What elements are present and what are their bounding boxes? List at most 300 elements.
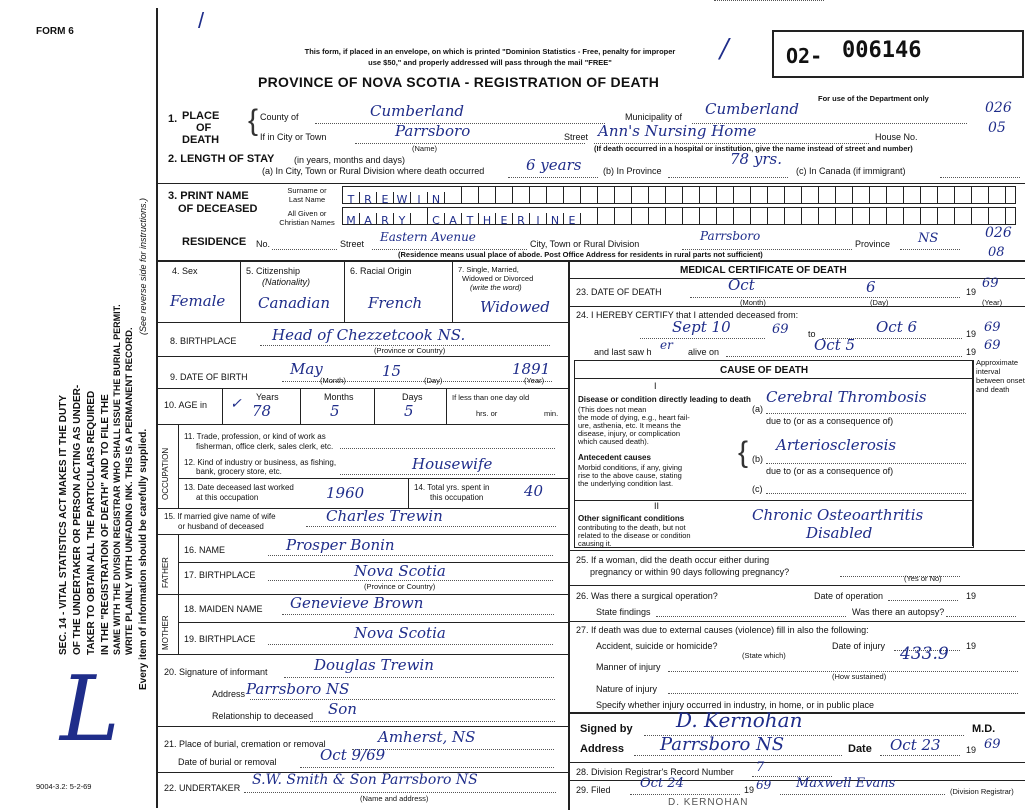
residence-no-label: No. (256, 239, 271, 249)
place-label: PLACE (182, 110, 220, 122)
q19-label: 19. BIRTHPLACE (184, 634, 256, 644)
residence-street: Eastern Avenue (380, 230, 476, 244)
relationship-line (310, 721, 555, 722)
part-1-label: I (654, 381, 657, 391)
last-seen-mid: er (660, 338, 673, 352)
q11-line (340, 448, 555, 449)
stamp-text: D. KERNOHAN (668, 797, 749, 808)
manner-label: Manner of injury (596, 662, 661, 672)
residence-province-line (900, 249, 960, 250)
grid-line (374, 388, 375, 424)
q18-label: 18. MAIDEN NAME (184, 604, 263, 614)
age-years: 78 (252, 402, 272, 420)
residence-label: RESIDENCE (182, 236, 247, 248)
grid-line (568, 762, 1025, 763)
grid-line (446, 388, 447, 424)
informant-address-line (250, 699, 555, 700)
dob-month: May (290, 360, 323, 378)
county-value: Cumberland (370, 102, 465, 120)
registrar-value: Maxwell Evans (796, 776, 896, 791)
antecedent-note-3: the underlying condition last. (578, 479, 674, 488)
q21b-line (300, 767, 554, 768)
date-line (880, 755, 960, 756)
direct-note-3: ure, asthenia, etc. It means the (578, 421, 681, 430)
q13-label-2: at this occupation (196, 493, 259, 502)
q12-line (340, 474, 555, 475)
surname-letter: I (411, 192, 428, 204)
residence-province: NS (918, 231, 939, 246)
dob-day: 15 (382, 362, 402, 380)
father-birthplace: Nova Scotia (354, 562, 446, 580)
grid-line (157, 356, 568, 357)
form-title: PROVINCE OF NOVA SCOTIA - REGISTRATION OF DEATH (258, 74, 660, 90)
q19-line (268, 644, 553, 645)
given-letter (411, 208, 428, 224)
race-value: French (368, 294, 423, 312)
cause-a-value: Cerebral Thrombosis (766, 388, 927, 406)
surname-label-2: Last Name (288, 195, 326, 204)
q29-label: 29. Filed (576, 785, 611, 795)
grid-line (574, 500, 972, 501)
q25-label-2: pregnancy or within 90 days following pregnancy? (590, 567, 790, 577)
dept-use-label: For use of the Department only (818, 94, 929, 103)
autopsy-label: Was there an autopsy? (852, 607, 945, 617)
cause-c-label: (c) (752, 484, 763, 494)
mother-vlabel: MOTHER (161, 615, 170, 650)
other-note-2: related to the disease or condition (578, 531, 691, 540)
autopsy-line (946, 616, 1016, 617)
q27-label: 27. If death was due to external causes (violence) fill in also the following: (576, 625, 869, 635)
surname-letter: E (377, 192, 394, 204)
q17-sub: (Province or Country) (364, 582, 436, 591)
q26-label: 26. Was there a surgical operation? (576, 591, 718, 601)
marital-value: Widowed (480, 298, 550, 316)
grid-line (574, 378, 972, 379)
cause-title: CAUSE OF DEATH (720, 365, 809, 376)
registrar-sub: (Division Registrar) (950, 787, 1014, 796)
cause-code: 433.9 (900, 644, 949, 664)
filed-date: Oct 24 (640, 776, 684, 791)
q24-from-line (640, 338, 765, 339)
grid-line (300, 388, 301, 424)
other-note-3: causing it. (578, 539, 612, 548)
marital-label-2: Widowed or Divorced (462, 274, 534, 283)
grid-line (157, 726, 568, 727)
q14-label-2: this occupation (430, 493, 484, 502)
q11-label-1: 11. Trade, profession, or kind of work as (184, 432, 326, 441)
citizenship-value: Canadian (258, 294, 331, 312)
informant-address-label: Address (212, 689, 246, 699)
nature-line (668, 693, 1018, 694)
birthplace-value: Head of Chezzetcook NS. (272, 326, 466, 344)
min-label: min. (544, 409, 559, 418)
grid-line (157, 534, 568, 535)
grid-line (178, 622, 568, 623)
stay-label: 2. LENGTH OF STAY (168, 153, 275, 165)
section-rule (157, 260, 1025, 262)
place-label-of: OF (196, 122, 212, 134)
attend-to: Oct 6 (876, 318, 918, 336)
q12-label-2: bank, grocery store, etc. (196, 467, 282, 476)
grid-line (568, 306, 1025, 307)
md-label: M.D. (972, 723, 996, 735)
direct-note-4: disease, injury, or complication (578, 429, 680, 438)
q21-label: 21. Place of burial, cremation or removal (164, 739, 326, 749)
name-label-1: 3. PRINT NAME (168, 190, 249, 202)
grid-line (157, 388, 568, 389)
how-sustained-sub: (How sustained) (832, 672, 887, 681)
grid-line (568, 621, 1025, 622)
years-label: Years (256, 392, 279, 402)
grid-line (972, 360, 973, 546)
dob-month-sub: (Month) (320, 376, 346, 385)
dob-year: 1891 (512, 360, 551, 378)
q12-value: Housewife (412, 455, 493, 473)
last-seen-century: 19 (966, 347, 977, 357)
antecedent-label: Antecedent causes (578, 453, 651, 462)
age-months: 5 (330, 402, 340, 420)
given-letter: R (513, 213, 530, 225)
direct-note-5: which caused death). (578, 437, 649, 446)
filed-year: 69 (756, 778, 772, 792)
last-seen-line (726, 356, 962, 357)
to-label: to (808, 329, 816, 339)
city-label: If in City or Town (260, 132, 327, 142)
attend-from: Sept 10 (672, 318, 731, 336)
surname-label-1: Surname or (287, 186, 327, 195)
q21b-label: Date of burial or removal (178, 757, 277, 767)
specify-label: Specify whether injury occurred in industry, in home, or in public place (596, 700, 874, 710)
house-label: House No. (875, 132, 918, 142)
direct-note-2: the mode of dying, e.g., heart fail- (578, 413, 690, 422)
antecedent-note-1: Morbid conditions, if any, giving (578, 463, 683, 472)
side-line-6: WRITE PLAINLY WITH UNFADING INK. THIS IS A PERMANENT RECORD. (124, 327, 135, 655)
antecedent-brace: { (738, 436, 749, 469)
spouse-value: Charles Trewin (326, 507, 443, 525)
death-month: Oct (728, 276, 755, 294)
surname-letter: W (394, 192, 411, 204)
q12-label-1: 12. Kind of industry or business, as fishing, (184, 458, 337, 467)
injury-century: 19 (966, 641, 977, 651)
given-label-2: Christian Names (279, 218, 335, 227)
last-seen-label: and last saw h (594, 347, 652, 357)
surname-boxes (342, 186, 1016, 204)
residence-city-label: City, Town or Rural Division (530, 239, 640, 249)
street-label: Street (564, 132, 589, 142)
q22-label: 22. UNDERTAKER (164, 783, 241, 793)
q23-label: 23. DATE OF DEATH (576, 287, 662, 297)
stay-a-value: 6 years (526, 156, 582, 174)
sign-century: 19 (966, 745, 977, 755)
grid-line (568, 585, 1025, 586)
given-letter: T (462, 213, 479, 225)
filed-century: 19 (744, 785, 755, 795)
cause-a-label: (a) (752, 404, 763, 414)
name-label-2: OF DECEASED (178, 203, 258, 215)
q13-label-1: 13. Date deceased last worked (184, 483, 294, 492)
city-sub: (Name) (412, 144, 438, 153)
residence-code-2: 08 (988, 245, 1005, 260)
q25-line (840, 576, 960, 577)
address-line (634, 755, 842, 756)
city-value: Parrsboro (395, 122, 471, 140)
alive-label: alive on (688, 347, 720, 357)
citizenship-sub: (Nationality) (262, 277, 311, 287)
q25-label-1: 25. If a woman, did the death occur either during (576, 555, 770, 565)
given-letter: A (360, 213, 377, 225)
death-day: 6 (866, 278, 876, 296)
last-seen-value: Oct 5 (814, 336, 856, 354)
column-divider (568, 260, 570, 810)
reg-number: 006146 (842, 38, 922, 63)
given-letter: H (479, 213, 496, 225)
form-code: 9004-3.2: 5-2-69 (36, 782, 92, 791)
left-border (156, 8, 158, 808)
given-name-boxes (342, 207, 1016, 225)
q20-label: 20. Signature of informant (164, 667, 268, 677)
surname-letter: N (428, 192, 445, 204)
part-2-label: II (654, 501, 660, 511)
registrar-line (780, 794, 945, 795)
race-label: 6. Racial Origin (350, 266, 412, 276)
given-letter: N (547, 213, 564, 225)
marital-label-1: 7. Single, Married, (458, 265, 519, 274)
given-letter: M (343, 213, 360, 225)
stay-b-value: 78 yrs. (730, 150, 782, 168)
street-value: Ann's Nursing Home (598, 122, 757, 140)
father-value: Prosper Bonin (286, 536, 395, 554)
given-letter: R (377, 213, 394, 225)
sex-value: Female (170, 292, 226, 310)
other-condition-1: Chronic Osteoarthritis (752, 506, 924, 524)
stay-b-label: (b) In Province (603, 166, 662, 176)
antecedent-note-2: rise to the above cause, stating (578, 471, 682, 480)
city-line (355, 143, 585, 144)
ink-check: / (720, 34, 729, 64)
grid-line (452, 262, 453, 322)
q22-sub: (Name and address) (360, 794, 429, 803)
other-note-1: contributing to the death, but not (578, 523, 686, 532)
age-label: 10. AGE in (164, 400, 208, 410)
q15-line (306, 526, 556, 527)
due-to-b: due to (or as a consequence of) (766, 466, 894, 476)
mother-birthplace: Nova Scotia (354, 624, 446, 642)
marital-label-3: (write the word) (470, 283, 522, 292)
surname-letter: T (343, 192, 360, 204)
accident-line (714, 0, 824, 1)
q22-line (244, 792, 556, 793)
q14-label-1: 14. Total yrs. spent in (414, 483, 490, 492)
signed-label: Signed by (580, 723, 633, 735)
other-condition-2: Disabled (806, 524, 873, 542)
grid-line (408, 478, 409, 508)
municipality-label: Municipality of (625, 112, 683, 122)
relationship-label: Relationship to deceased (212, 711, 314, 721)
house-code: 05 (988, 120, 1006, 136)
date-label: Date (848, 743, 872, 755)
grid-line (157, 424, 568, 425)
residence-province-label: Province (855, 239, 891, 249)
place-brace: { (248, 104, 259, 137)
envelope-note-2: use $50," and properly addressed will pass through the mail "FREE" (368, 58, 612, 67)
place-label-num: 1. (168, 113, 178, 125)
yes-no-sub: (Yes or No) (904, 574, 942, 583)
place-label-death: DEATH (182, 134, 220, 146)
side-line-8: Every item of information should be carefully supplied. (138, 428, 149, 690)
given-letter: Y (394, 213, 411, 225)
interval-head: Approximate interval between onset and death (976, 358, 1025, 394)
state-findings-label: State findings (596, 607, 651, 617)
burial-date: Oct 9/69 (320, 746, 386, 764)
grid-line (344, 262, 345, 322)
side-line-4: IN THE "REGISTRATION OF DEATH" AND TO FILE THE (100, 394, 111, 655)
side-line-3: TAKER TO OBTAIN ALL THE PARTICULARS REQUIRED (86, 390, 97, 655)
stay-c-label: (c) In Canada (if immigrant) (796, 166, 906, 176)
findings-line (656, 616, 846, 617)
q24-label: 24. I HEREBY CERTIFY that I attended deceased from: (576, 310, 799, 320)
grid-line (157, 654, 568, 655)
record-number: 7 (756, 760, 765, 775)
other-label: Other significant conditions (578, 514, 685, 523)
undertaker-value: S.W. Smith & Son Parrsboro NS (252, 772, 478, 788)
stay-b-line (668, 177, 788, 178)
stay-c-line (940, 177, 1020, 178)
sex-label: 4. Sex (172, 266, 198, 276)
dob-year-sub: (Year) (524, 376, 545, 385)
municipality-value: Cumberland (705, 100, 800, 118)
hrs-label: hrs. or (476, 409, 498, 418)
side-line-1: SEC. 14 - VITAL STATISTICS ACT MAKES IT THE DUTY (58, 394, 69, 655)
months-label: Months (324, 392, 354, 402)
citizenship-label: 5. Citizenship (246, 266, 301, 276)
grid-line (178, 534, 179, 594)
dept-code-1: 026 (985, 100, 1012, 116)
ink-mark: / (198, 8, 205, 33)
residence-no-line (272, 249, 337, 250)
cause-b-value: Arteriosclerosis (776, 436, 897, 454)
grid-line (568, 278, 1025, 279)
q18-line (282, 614, 554, 615)
cause-b-label: (b) (752, 454, 763, 464)
direct-label: Disease or condition directly leading to death (578, 395, 751, 404)
days-label: Days (402, 392, 423, 402)
attend-from-year: 69 (772, 322, 789, 337)
q15-label-1: 15. If married give name of wife (164, 512, 276, 521)
last-seen-year: 69 (984, 338, 1001, 353)
cause-a-line (766, 413, 966, 414)
grid-line (240, 262, 241, 322)
filed-line (630, 794, 740, 795)
stay-sub: (in years, months and days) (294, 155, 406, 165)
address-label: Address (580, 743, 625, 755)
stay-a-label: (a) In City, Town or Rural Division where death occurred (262, 166, 485, 176)
grid-line (178, 478, 568, 479)
birthplace-label: 8. BIRTHPLACE (170, 336, 237, 346)
attend-to-century: 19 (966, 329, 977, 339)
stay-a-line (508, 177, 598, 178)
grid-line (178, 594, 179, 654)
given-label-1: All Given or (287, 209, 327, 218)
accident-label: Accident, suicide or homicide? (596, 641, 718, 651)
dob-label: 9. DATE OF BIRTH (170, 372, 248, 382)
death-day-sub: (Day) (870, 298, 889, 307)
cause-b-line (766, 463, 966, 464)
hospital-note: (If death occurred in a hospital or institution, give the name instead of street and number) (594, 144, 913, 153)
due-to-a: due to (or as a consequence of) (766, 416, 894, 426)
reg-prefix: O2- (786, 44, 823, 68)
q20-line (284, 677, 554, 678)
signed-value: D. Kernohan (676, 708, 803, 732)
ink-flourish: L (60, 657, 120, 762)
occupation-vlabel: OCCUPATION (161, 447, 170, 500)
grid-line (222, 388, 223, 424)
sign-year: 69 (984, 737, 1001, 752)
q13-value: 1960 (326, 484, 365, 502)
death-month-sub: (Month) (740, 298, 766, 307)
given-letter: I (530, 213, 547, 225)
q17-label: 17. BIRTHPLACE (184, 570, 256, 580)
side-line-5: SAME WITH THE DIVISION REGISTRAR WHO SHALL ISSUE THE BURIAL PERMIT. (112, 304, 122, 655)
father-vlabel: FATHER (161, 557, 170, 588)
given-letter: C (428, 213, 445, 225)
under-day-label: If less than one day old (452, 393, 530, 402)
q15-label-2: or husband of deceased (178, 522, 264, 531)
q11-label-2: fisherman, office clerk, sales clerk, etc. (196, 442, 334, 451)
given-letter: E (564, 213, 581, 225)
residence-city: Parrsboro (700, 229, 761, 243)
death-year: 69 (982, 276, 999, 291)
residence-code-1: 026 (985, 225, 1012, 241)
state-which-sub: (State which) (742, 651, 786, 660)
nature-label: Nature of injury (596, 684, 658, 694)
cause-c-line (766, 493, 966, 494)
q16-line (268, 555, 553, 556)
grid-line (178, 424, 179, 508)
informant-address: Parrsboro NS (246, 680, 350, 698)
name-top-rule (157, 183, 1025, 184)
residence-note: (Residence means usual place of abode. Post Office Address for residents in rural parts not sufficient) (398, 250, 763, 259)
grid-line (568, 550, 1025, 551)
q16-label: 16. NAME (184, 545, 226, 555)
burial-place: Amherst, NS (378, 728, 476, 746)
envelope-note-1: This form, if placed in an envelope, on which is printed "Dominion Statistics - Free, penalty for improper (304, 47, 676, 56)
grid-line (157, 322, 568, 323)
q17-line (268, 580, 553, 581)
attend-to-year: 69 (984, 320, 1001, 335)
injury-date-label: Date of injury (832, 641, 886, 651)
op-century: 19 (966, 591, 977, 601)
direct-note-1: (This does not mean (578, 405, 647, 414)
mother-value: Genevieve Brown (290, 594, 424, 612)
form-id: FORM 6 (36, 26, 74, 37)
relationship-value: Son (328, 700, 357, 718)
age-check: ✓ (230, 396, 242, 412)
age-days: 5 (404, 402, 414, 420)
death-year-sub: (Year) (982, 298, 1003, 307)
birthplace-sub: (Province or Country) (374, 346, 446, 355)
surname-letter: R (360, 192, 377, 204)
residence-street-label: Street (340, 239, 365, 249)
side-line-2: OF THE UNDERTAKER OR PERSON ACTING AS UNDER- (72, 384, 83, 655)
county-label: County of (260, 112, 299, 122)
q28-label: 28. Division Registrar's Record Number (576, 767, 734, 777)
q14-value: 40 (524, 482, 544, 500)
op-date-label: Date of operation (814, 591, 884, 601)
q23-line (690, 297, 960, 298)
dob-day-sub: (Day) (424, 376, 443, 385)
side-line-7: (See reverse side for instructions.) (138, 197, 148, 335)
death-century: 19 (966, 287, 977, 297)
